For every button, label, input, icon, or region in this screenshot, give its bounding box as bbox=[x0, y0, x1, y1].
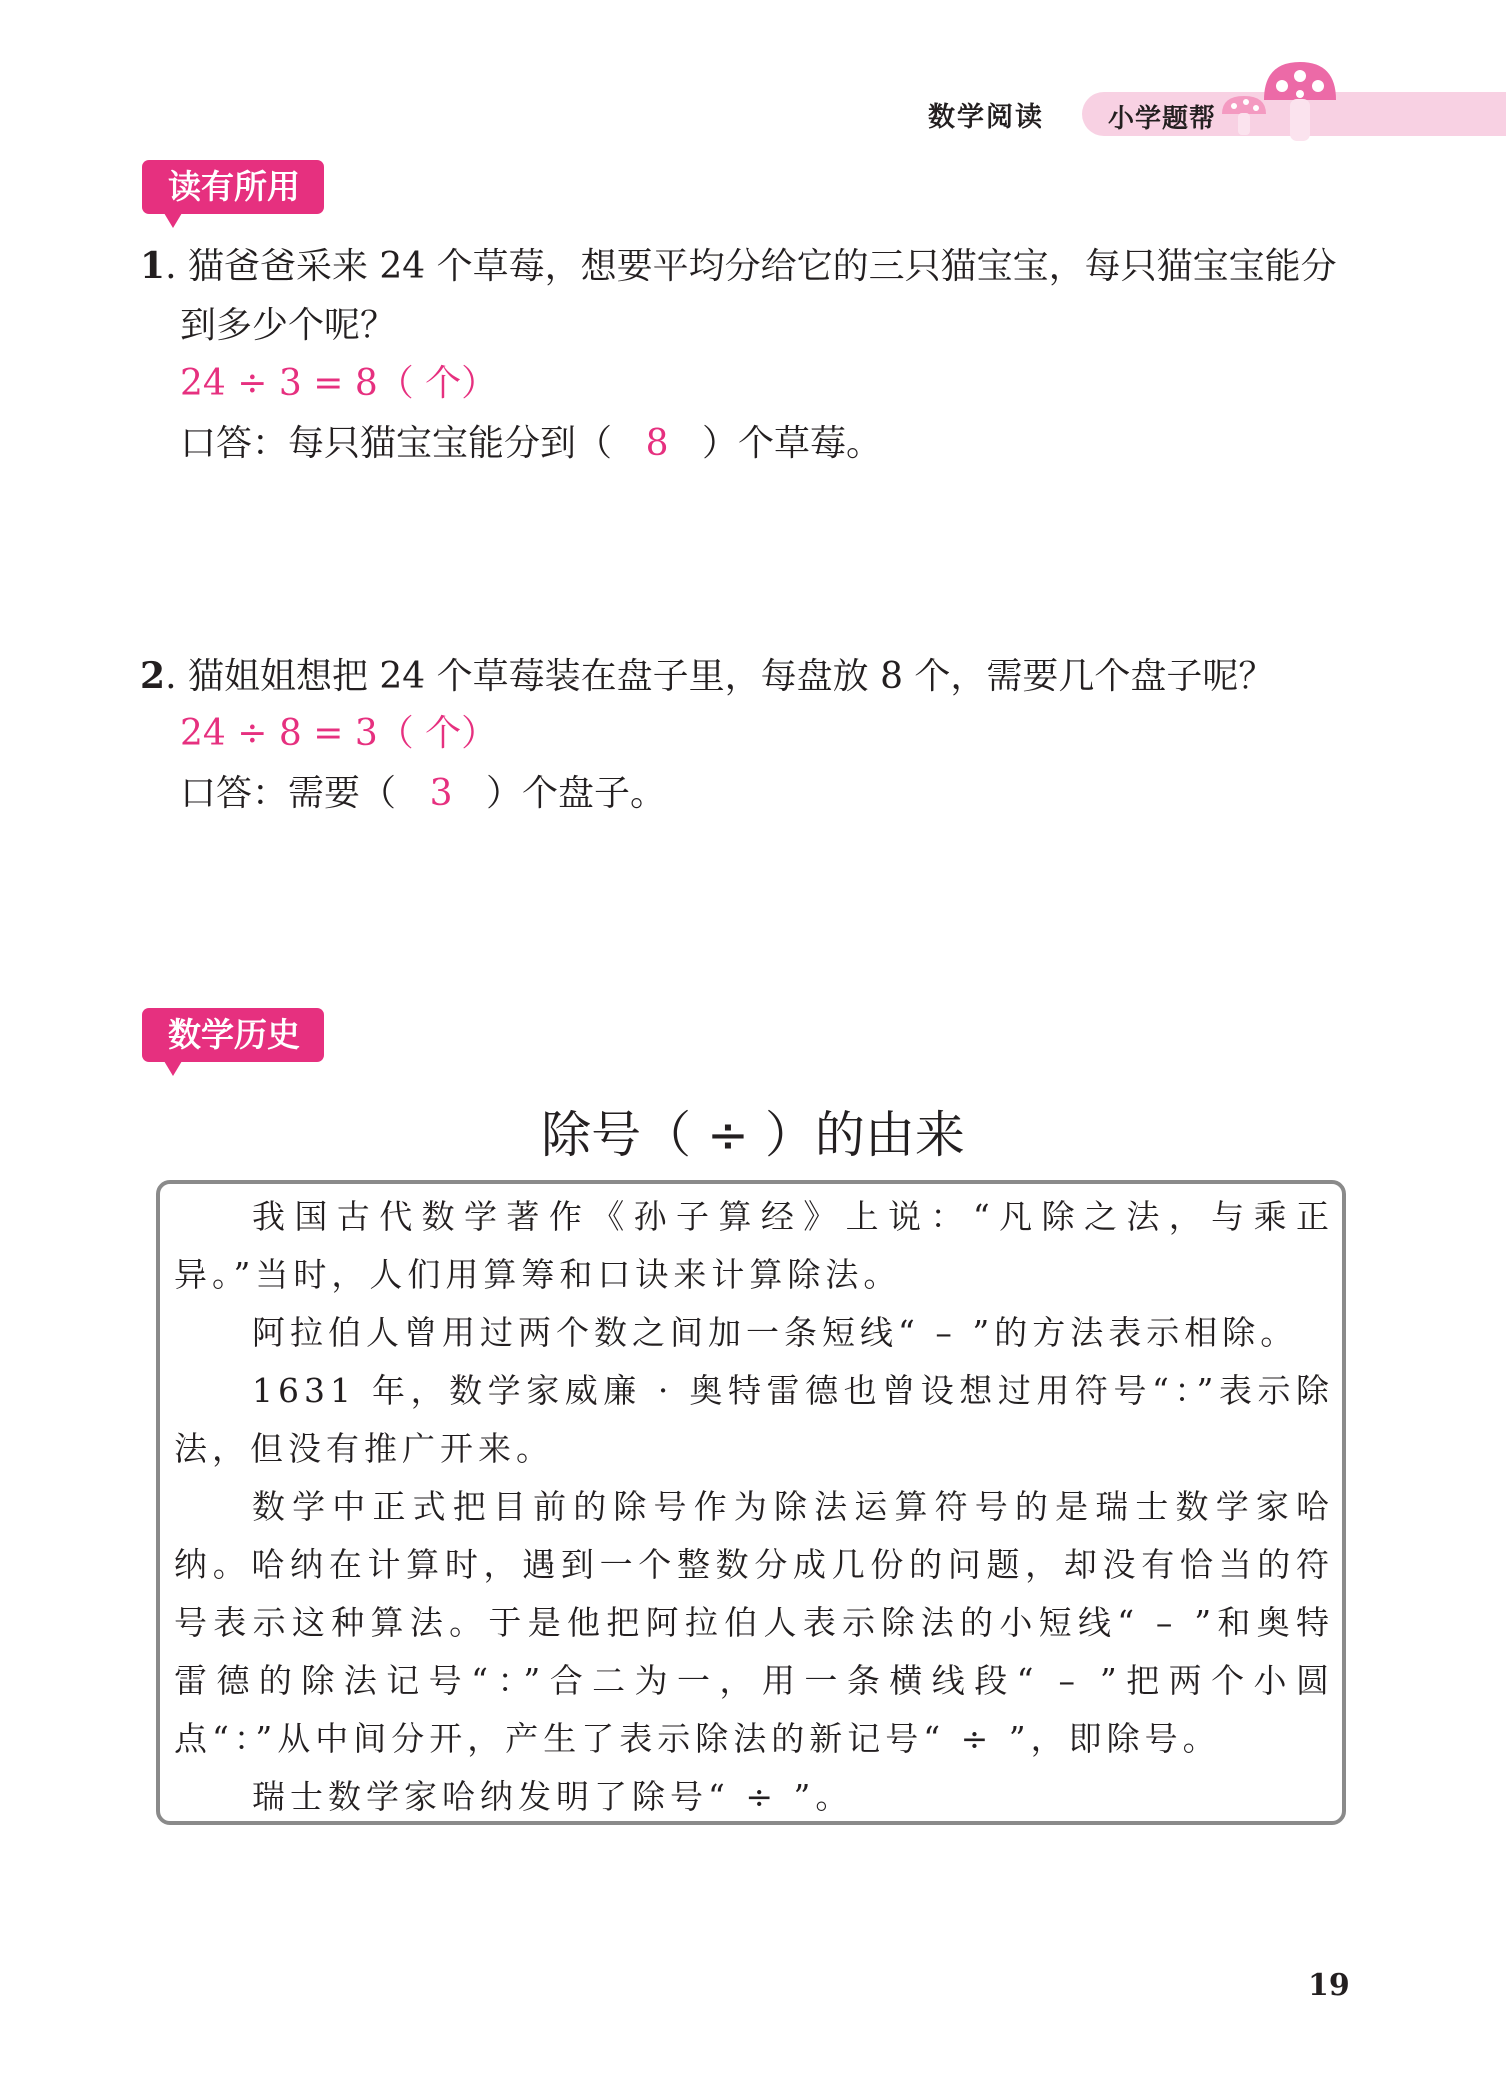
question-2-work: 24 ÷ 8 = 3（ 个） bbox=[180, 713, 498, 754]
question-2-answer bbox=[180, 772, 666, 816]
question-text: . 猫姐姐想把 24 个草莓装在盘子里，每盘放 8 个，需要几个盘子呢？ bbox=[165, 656, 1275, 697]
question-2 bbox=[140, 654, 1274, 699]
section-tag-label: 数学历史 bbox=[168, 1015, 300, 1054]
history-paragraph: 数学中正式把目前的除号作为除法运算符号的是瑞士数学家哈纳。哈纳在计算时，遇到一个整数分成几份的问题，却没有恰当的符号表示这种算法。于是他把阿拉伯人表示除法的小短线“ – ”和奥特雷德的除法记号“：”合二为一，用一条横线段“ – ”把两个小圆点“：”从中间分开，产生了表示除法的新记号“ ÷ ”，即除号。 bbox=[174, 1487, 1334, 1758]
header-brand: 小学题帮 bbox=[1108, 104, 1217, 134]
question-text: . 猫爸爸采来 24 个草莓，想要平均分给它的三只猫宝宝，每只猫宝宝能分 bbox=[165, 246, 1337, 287]
question-number: 1 bbox=[140, 245, 166, 287]
history-title: 除号（ ÷ ）的由来 bbox=[541, 1106, 965, 1164]
question-1-continued: 到多少个呢？ bbox=[180, 305, 397, 346]
question-1-work: 24 ÷ 3 = 8（ 个） bbox=[180, 363, 498, 404]
question-1 bbox=[140, 244, 1337, 289]
answer-prefix: 口答：需要（ bbox=[180, 773, 397, 814]
section-tag-math-history bbox=[142, 1008, 324, 1062]
answer-value: 8 bbox=[645, 423, 669, 464]
mushroom-icon bbox=[1220, 56, 1340, 146]
section-tag-reading-use bbox=[142, 160, 324, 214]
history-paragraph: 1631 年，数学家威廉 · 奥特雷德也曾设想过用符号“：”表示除法，但没有推广开来。 bbox=[174, 1371, 1334, 1468]
answer-prefix: 口答：每只猫宝宝能分到（ bbox=[180, 423, 613, 464]
answer-suffix: ）个草莓。 bbox=[702, 423, 883, 464]
tag-pointer bbox=[164, 213, 182, 228]
answer-suffix: ）个盘子。 bbox=[486, 773, 667, 814]
section-tag-label: 读有所用 bbox=[168, 167, 300, 206]
history-paragraph: 我国古代数学著作《孙子算经》上说：“凡除之法，与乘正异。”当时，人们用算筹和口诀来计算除法。 bbox=[174, 1197, 1334, 1294]
answer-value: 3 bbox=[429, 773, 453, 814]
page-number: 19 bbox=[1308, 1968, 1350, 2003]
header-subject: 数学阅读 bbox=[928, 102, 1044, 133]
question-1-answer bbox=[180, 422, 882, 466]
tag-pointer bbox=[164, 1061, 182, 1076]
question-number: 2 bbox=[140, 655, 166, 697]
history-paragraph: 阿拉伯人曾用过两个数之间加一条短线“ – ”的方法表示相除。 bbox=[252, 1313, 1299, 1352]
history-paragraph: 瑞士数学家哈纳发明了除号“ ÷ ”。 bbox=[252, 1777, 854, 1816]
